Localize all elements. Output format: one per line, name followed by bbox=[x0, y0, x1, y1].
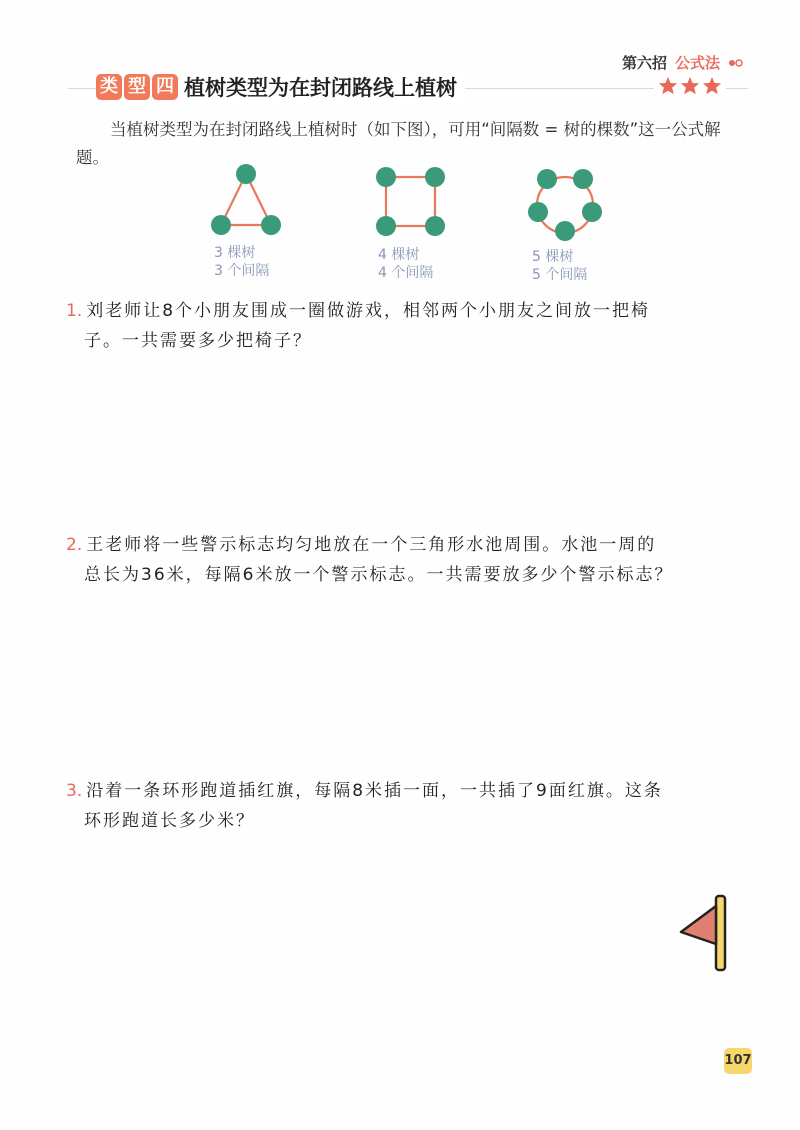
type-badge bbox=[96, 74, 182, 100]
tree-dot bbox=[555, 221, 575, 241]
tree-dot bbox=[425, 167, 445, 187]
gaps-label: 5 个间隔 bbox=[532, 267, 588, 283]
problem-1 bbox=[66, 296, 746, 356]
badge-char: 类 bbox=[96, 74, 122, 100]
square-edges bbox=[386, 177, 435, 226]
diagram-figure bbox=[190, 158, 630, 248]
problem-2 bbox=[66, 530, 746, 590]
trees-label: 5 棵树 bbox=[532, 249, 574, 265]
star-icon bbox=[702, 76, 722, 95]
closed-path-diagrams bbox=[190, 158, 630, 288]
gaps-label: 3 个间隔 bbox=[214, 263, 270, 279]
badge-char: 四 bbox=[152, 74, 178, 100]
trees-label: 3 棵树 bbox=[214, 245, 256, 261]
trees-label: 4 棵树 bbox=[378, 247, 420, 263]
problem-text: 刘老师让8个小朋友围成一圈做游戏，相邻两个小朋友之间放一把椅 bbox=[86, 301, 651, 321]
problem-number: 2. bbox=[66, 535, 83, 555]
tree-dot bbox=[211, 215, 231, 235]
tree-dot bbox=[376, 216, 396, 236]
section-title-bar bbox=[68, 74, 748, 104]
chapter-name: 公式法 bbox=[674, 54, 720, 72]
tree-dot bbox=[376, 167, 396, 187]
square-diagram bbox=[376, 167, 445, 236]
star-icon bbox=[658, 76, 678, 95]
problem-text: 沿着一条环形跑道插红旗，每隔8米插一面，一共插了9面红旗。这条 bbox=[86, 781, 663, 801]
gaps-label: 4 个间隔 bbox=[378, 265, 434, 281]
section-title: 植树类型为在封闭路线上植树 bbox=[182, 74, 465, 102]
chapter-header bbox=[622, 52, 744, 73]
diagram-label bbox=[214, 244, 269, 280]
tree-dot bbox=[261, 215, 281, 235]
tree-dot bbox=[582, 202, 602, 222]
pentagon-diagram bbox=[528, 169, 602, 241]
problem-text: 总长为36米，每隔6米放一个警示标志。一共需要放多少个警示标志？ bbox=[84, 565, 674, 585]
intro-paragraph: 当植树类型为在封闭路线上植树时（如下图），可用“间隔数 = 树的棵数”这一公式解题。 bbox=[76, 120, 721, 167]
triangle-diagram bbox=[211, 164, 281, 235]
difficulty-stars bbox=[654, 76, 726, 95]
tree-dot bbox=[537, 169, 557, 189]
star-icon bbox=[680, 76, 700, 95]
problem-text: 王老师将一些警示标志均匀地放在一个三角形水池周围。水池一周的 bbox=[86, 535, 657, 555]
problem-text: 环形跑道长多少米？ bbox=[84, 811, 255, 831]
tree-dot bbox=[573, 169, 593, 189]
badge-char: 型 bbox=[124, 74, 150, 100]
tree-dot bbox=[425, 216, 445, 236]
red-flag-icon bbox=[678, 894, 734, 976]
page-number: 107 bbox=[724, 1048, 752, 1074]
problem-3 bbox=[66, 776, 746, 836]
tree-dot bbox=[528, 202, 548, 222]
problem-number: 3. bbox=[66, 781, 83, 801]
chapter-arrow-icon bbox=[728, 58, 744, 68]
tree-dot bbox=[236, 164, 256, 184]
problem-text: 子。一共需要多少把椅子？ bbox=[84, 331, 312, 351]
chapter-number: 第六招 bbox=[621, 54, 667, 72]
diagram-label bbox=[378, 246, 433, 282]
diagram-label bbox=[532, 248, 587, 284]
problem-number: 1. bbox=[66, 301, 83, 321]
